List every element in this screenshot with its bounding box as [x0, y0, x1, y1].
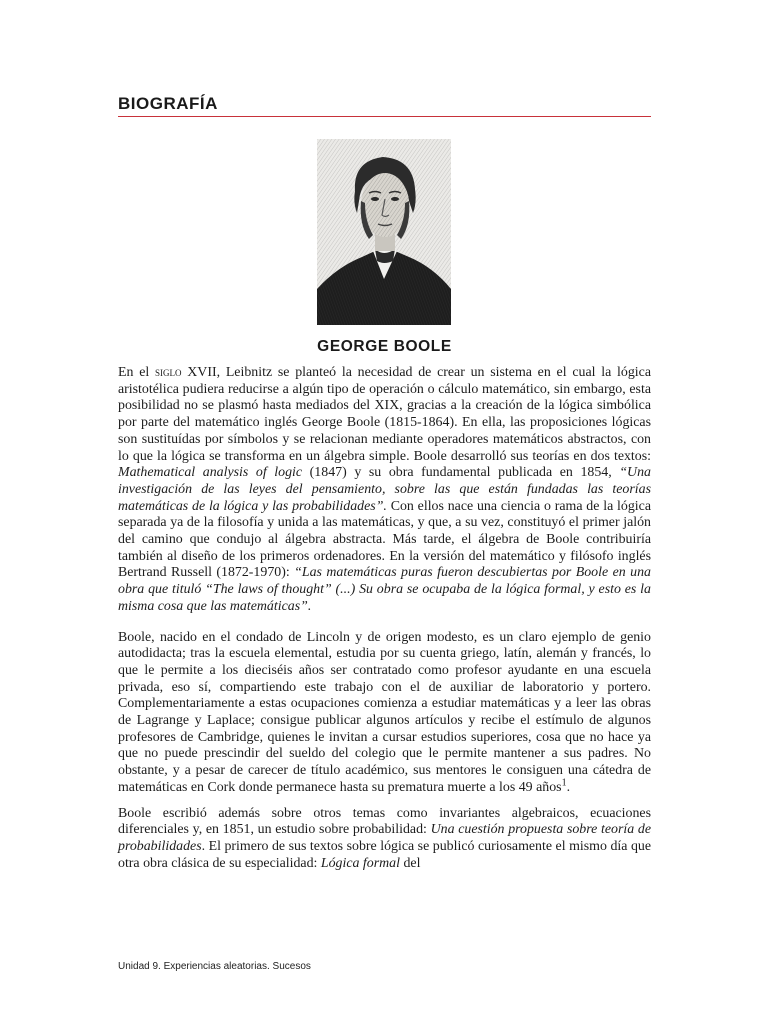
- footnote-ref[interactable]: 1: [561, 777, 567, 789]
- portrait-caption: GEORGE BOOLE: [317, 338, 452, 355]
- russell-quote: “Las matemáticas puras fueron descubiertas por Boole en una obra que tituló “The laws of thought” (...) Su obra se ocupaba de la lógica formal, y esto es la misma cosa que las matemáticas”.: [118, 565, 651, 614]
- paragraph-2: Boole, nacido en el condado de Lincoln y de origen modesto, es un claro ejemplo de genio autodidacta; tras la escuela elemental, estudia por su cuenta griego, latín, alemán y francés, lo que le permite a los dieciséis años ser contratado como profesor ayudante en una escuela privada, eso sí, compartiendo este trabajo con el de auxiliar de laboratorio y portero. Complementariamente a estas ocupaciones comienza a estudiar matemáticas y a leer las obras de Lagrange y Laplace; consigue publicar algunos artículos y recibe el estímulo de algunos profesores de Cambridge, quienes le invitan a cursar estudios superiores, cosa que no hace ya que no puede prescindir del sueldo del colegio que le permite mantener a sus padres. No obstante, y a pesar de carecer de título académico, sus mentores le consiguen una cátedra de matemáticas en Cork donde permanece hasta su prematura muerte a los 49 años$^1$.: [118, 629, 651, 795]
- section-title: BIOGRAFÍA: [118, 94, 218, 113]
- book-title: Lógica formal: [320, 855, 400, 871]
- page-footer: Unidad 9. Experiencias aleatorias. Sucesos: [118, 961, 311, 972]
- section-header: [118, 94, 651, 117]
- book-title: Una cuestión propuesta sobre teoría de probabilidades: [118, 822, 651, 854]
- paragraph-3: Boole escribió además sobre otros temas como invariantes algebraicos, ecuaciones diferenciales y, en 1851, un estudio sobre probabilidad: Una cuestión propuesta sobre teoría de probabilidades. El primero de sus textos sobre lógica se publicó curiosamente el mismo día que otra obra clásica de su especialidad: Lógica formal del: [118, 805, 651, 871]
- biography-text: [118, 364, 651, 881]
- book-title: Mathematical analysis of logic: [118, 465, 303, 481]
- book-title: “Una investigación de las leyes del pensamiento, sobre las que están fundadas las teorías matemáticas de la lógica y las probabilidades”.: [118, 465, 651, 514]
- portrait-engraving: [317, 139, 451, 325]
- paragraph-1: En el siglo XVII, Leibnitz se planteó la necesidad de crear un sistema en el cual la lógica aristotélica pudiera reducirse a algún tipo de operación o cálculo matemático, sin embargo, esta posibilidad no se plasmó hasta mediados del XIX, gracias a la creación de la lógica simbólica por parte del matemático inglés George Boole (1815-1864). En ella, las proposiciones lógicas son sustituídas por símbolos y se relacionan mediante operadores matemáticos abstractos, con lo que la lógica se transforma en un álgebra simple. Boole desarrolló sus teorías en dos textos: Mathematical analysis of logic (1847) y su obra fundamental publicada en 1854, “Una investigación de las leyes del pensamiento, sobre las que están fundadas las teorías matemáticas de la lógica y las probabilidades”. Con ellos nace una ciencia o rama de la lógica separada ya de la filosofía y unida a las matemáticas, y que, a su vez, constituyó el primer jalón del camino que condujo al álgebra abstracta. Más tarde, el álgebra de Boole contribuiría también al diseño de los primeros ordenadores. En la versión del matemático y filósofo inglés Bertrand Russell (1872-1970): “Las matemáticas puras fueron descubiertas por Boole en una obra que tituló “The laws of thought” (...) Su obra se ocupaba de la lógica formal, y esto es la misma cosa que las matemáticas”.: [118, 365, 651, 614]
- portrait-illustration: [317, 139, 451, 325]
